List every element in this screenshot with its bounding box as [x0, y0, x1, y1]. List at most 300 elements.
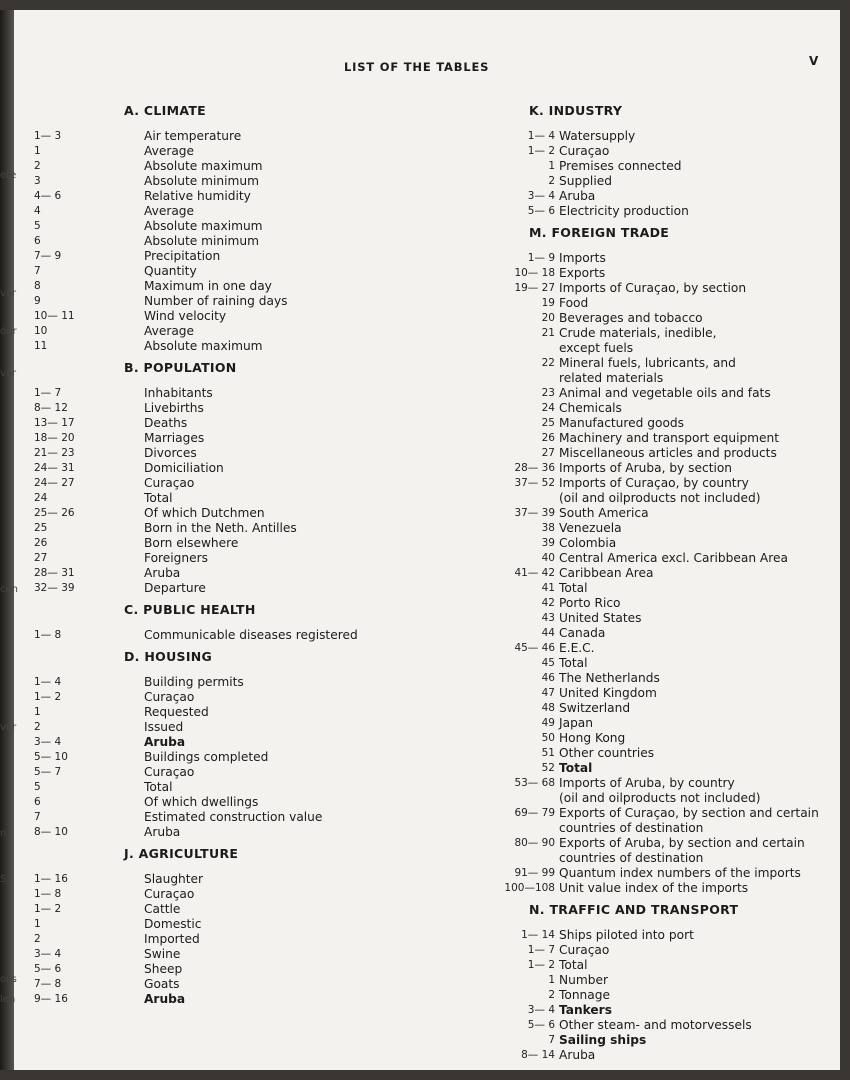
table-title: Other steam- and motorvessels [559, 1018, 752, 1032]
table-title: Maximum in one day [144, 279, 272, 293]
facing-page-fragment: der [0, 326, 17, 337]
table-list-row [459, 371, 839, 386]
section [459, 225, 839, 896]
table-list-row [459, 204, 839, 219]
table-title: Domestic [144, 917, 202, 931]
section-title: J. AGRICULTURE [124, 846, 239, 861]
table-list-row [34, 309, 334, 324]
section [34, 103, 334, 354]
table-title: Beverages and tobacco [559, 311, 703, 325]
table-number-range: 40 [541, 552, 555, 564]
table-list-row [459, 431, 839, 446]
table-number-range: 3— 4 [527, 1004, 555, 1016]
table-title: E.E.C. [559, 641, 595, 655]
table-title: Quantum index numbers of the imports [559, 866, 801, 880]
table-title: Curaçao [559, 144, 610, 158]
table-list-row [34, 461, 334, 476]
section-title: D. HOUSING [124, 649, 213, 664]
table-list-row [459, 416, 839, 431]
table-number-range: 37— 39 [514, 507, 555, 519]
table-title: Curaçao [144, 765, 195, 779]
table-number-range: 26 [34, 537, 48, 549]
table-list-row [34, 795, 334, 810]
table-list-row [34, 810, 334, 825]
table-list-row [34, 294, 334, 309]
section [34, 649, 334, 840]
section [34, 360, 334, 596]
table-number-range: 1— 14 [521, 929, 555, 941]
table-list-row [459, 656, 839, 671]
table-number-range: 5— 6 [527, 205, 555, 217]
table-number-range [459, 491, 559, 506]
table-title: Communicable diseases registered [144, 628, 358, 642]
section-title: N. TRAFFIC AND TRANSPORT [529, 902, 739, 917]
table-number-range: 5— 7 [34, 766, 62, 778]
table-number-range: 28— 31 [34, 567, 75, 579]
table-title: Departure [144, 581, 206, 595]
table-list-row [34, 917, 334, 932]
table-title: Imports of Aruba, by section [559, 461, 733, 475]
table-title: Miscellaneous articles and products [559, 446, 777, 460]
table-list-row [34, 249, 334, 264]
table-number-range: 10 [34, 325, 48, 337]
table-number-range: 5— 10 [34, 751, 68, 763]
table-title: Imports of Curaçao, by section [559, 281, 747, 295]
facing-page-fragment: ver [0, 722, 17, 733]
table-title: Of which Dutchmen [144, 506, 265, 520]
table-number-range: 1— 7 [34, 387, 62, 399]
book-binding [0, 10, 18, 1070]
table-list-row [34, 536, 334, 551]
table-number-range: 7 [34, 811, 41, 823]
table-list-row [34, 416, 334, 431]
table-number-range: 1— 4 [527, 130, 555, 142]
table-number-range: 80— 90 [514, 837, 555, 849]
section [459, 902, 839, 1063]
table-number-range: 4 [34, 205, 41, 217]
table-title: Curaçao [144, 476, 195, 490]
table-list-row [34, 174, 334, 189]
table-title: Total [144, 780, 173, 794]
table-number-range: 5 [34, 220, 41, 232]
table-list-row [34, 279, 334, 294]
table-number-range: 7 [34, 265, 41, 277]
table-list-row [34, 750, 334, 765]
table-number-range: 1 [548, 974, 555, 986]
table-title: Deaths [144, 416, 188, 430]
table-title: Relative humidity [144, 189, 251, 203]
table-title: Average [144, 144, 195, 158]
table-title: Quantity [144, 264, 197, 278]
table-title: Wind velocity [144, 309, 227, 323]
section-title: C. PUBLIC HEALTH [124, 602, 256, 617]
table-list-row [459, 776, 839, 791]
table-number-range: 26 [541, 432, 555, 444]
table-title: Total [559, 656, 588, 670]
table-title: Buildings completed [144, 750, 269, 764]
table-list-row [34, 962, 334, 977]
table-title: Absolute maximum [144, 339, 263, 353]
table-list-row [34, 189, 334, 204]
table-number-range: 19— 27 [514, 282, 555, 294]
table-number-range: 2 [34, 160, 41, 172]
table-number-range [459, 371, 559, 386]
section-title: B. POPULATION [124, 360, 237, 375]
table-list-row [459, 144, 839, 159]
table-list-row [459, 311, 839, 326]
facing-page-fragment: olis [0, 974, 17, 985]
table-title: Colombia [559, 536, 617, 550]
table-list-row [459, 566, 839, 581]
table-title: (oil and oilproducts not included) [559, 491, 761, 505]
table-list-row [459, 174, 839, 189]
table-number-range: 9— 16 [34, 993, 68, 1005]
table-number-range: 46 [541, 672, 555, 684]
table-list-row [459, 521, 839, 536]
table-list-row [459, 536, 839, 551]
table-number-range [459, 851, 559, 866]
table-title: Aruba [559, 189, 596, 203]
table-number-range: 10— 11 [34, 310, 75, 322]
table-number-range: 38 [541, 522, 555, 534]
table-list-row [459, 581, 839, 596]
table-number-range: 1— 2 [34, 691, 62, 703]
table-list-row [459, 341, 839, 356]
table-title: Goats [144, 977, 180, 991]
facing-page-fragment: var [0, 368, 17, 379]
section-title: A. CLIMATE [124, 103, 207, 118]
table-number-range [459, 341, 559, 356]
table-title: Curaçao [144, 690, 195, 704]
table-list-row [34, 401, 334, 416]
table-title: Average [144, 324, 195, 338]
table-title: Born in the Neth. Antilles [144, 521, 297, 535]
table-number-range: 27 [34, 552, 48, 564]
table-list-row [34, 887, 334, 902]
table-title: Porto Rico [559, 596, 621, 610]
table-number-range: 51 [541, 747, 555, 759]
table-list-row [459, 881, 839, 896]
table-list-row [34, 506, 334, 521]
document-page [14, 10, 840, 1070]
table-number-range: 7— 9 [34, 250, 62, 262]
table-list-row [459, 281, 839, 296]
table-title: Average [144, 204, 195, 218]
table-number-range: 1 [548, 160, 555, 172]
table-number-range: 91— 99 [514, 867, 555, 879]
table-number-range: 5— 6 [34, 963, 62, 975]
table-title: Slaughter [144, 872, 204, 886]
table-list-row [34, 521, 334, 536]
table-number-range: 1— 16 [34, 873, 68, 885]
table-list-row [34, 129, 334, 144]
table-list-row [34, 324, 334, 339]
section [459, 103, 839, 219]
table-title: Japan [559, 716, 593, 730]
table-number-range: 8— 10 [34, 826, 68, 838]
table-title: Watersupply [559, 129, 636, 143]
table-number-range: 10— 18 [514, 267, 555, 279]
table-list-row [459, 851, 839, 866]
table-title: Imports of Aruba, by country [559, 776, 735, 790]
table-title: Chemicals [559, 401, 622, 415]
table-title: Domiciliation [144, 461, 224, 475]
table-list-row [459, 731, 839, 746]
table-number-range: 4— 6 [34, 190, 62, 202]
table-list-row [459, 836, 839, 851]
table-number-range: 8— 14 [521, 1049, 555, 1061]
table-list-row [459, 626, 839, 641]
table-list-row [459, 988, 839, 1003]
table-number-range: 13— 17 [34, 417, 75, 429]
table-title: Imported [144, 932, 200, 946]
right-column [459, 103, 839, 1063]
table-number-range: 11 [34, 340, 48, 352]
table-list-row [459, 506, 839, 521]
table-title: Ships piloted into port [559, 928, 694, 942]
page-title: LIST OF THE TABLES [344, 60, 490, 74]
facing-page-fragment: con [0, 584, 18, 595]
table-number-range: 69— 79 [514, 807, 555, 819]
table-number-range: 3— 4 [34, 736, 62, 748]
table-title: Absolute maximum [144, 159, 263, 173]
table-title: Exports of Aruba, by section and certain [559, 836, 805, 850]
table-title: Absolute maximum [144, 219, 263, 233]
table-number-range: 49 [541, 717, 555, 729]
table-number-range: 21— 23 [34, 447, 75, 459]
table-title: Supplied [559, 174, 612, 188]
table-number-range: 24 [34, 492, 48, 504]
table-title: related materials [559, 371, 664, 385]
table-list-row [459, 791, 839, 806]
table-title: Switzerland [559, 701, 631, 715]
table-list-row [459, 973, 839, 988]
table-list-row [459, 806, 839, 821]
table-number-range [459, 791, 559, 806]
table-list-row [34, 264, 334, 279]
table-title: Precipitation [144, 249, 221, 263]
facing-page-fragment: ete [0, 170, 17, 181]
table-number-range: 27 [541, 447, 555, 459]
table-list-row [34, 765, 334, 780]
table-list-row [459, 551, 839, 566]
table-list-row [34, 491, 334, 506]
table-number-range: 1— 2 [34, 903, 62, 915]
table-list-row [459, 476, 839, 491]
table-number-range: 7 [548, 1034, 555, 1046]
table-number-range: 25 [34, 522, 48, 534]
table-list-row [459, 701, 839, 716]
table-title: South America [559, 506, 649, 520]
table-list-row [459, 671, 839, 686]
table-number-range: 19 [541, 297, 555, 309]
table-title: Central America excl. Caribbean Area [559, 551, 788, 565]
table-title: Premises connected [559, 159, 682, 173]
table-title: Issued [144, 720, 184, 734]
table-list-row [34, 581, 334, 596]
table-title: Crude materials, inedible, [559, 326, 717, 340]
table-list-row [459, 159, 839, 174]
section [34, 846, 334, 1007]
table-list-row [459, 491, 839, 506]
table-title: Divorces [144, 446, 197, 460]
table-title: Tonnage [559, 988, 610, 1002]
table-number-range [459, 821, 559, 836]
table-number-range: 2 [548, 989, 555, 1001]
table-number-range: 1— 7 [527, 944, 555, 956]
table-title: Cattle [144, 902, 181, 916]
table-list-row [459, 446, 839, 461]
table-title: countries of destination [559, 851, 704, 865]
table-list-row [459, 1033, 839, 1048]
table-number-range: 1— 8 [34, 629, 62, 641]
table-number-range: 3 [34, 175, 41, 187]
table-list-row [34, 204, 334, 219]
table-list-row [34, 628, 358, 643]
table-list-row [459, 1018, 839, 1033]
table-list-row [34, 675, 334, 690]
table-list-row [459, 1048, 839, 1063]
table-list-row [34, 825, 334, 840]
table-number-range: 25— 26 [34, 507, 75, 519]
table-list-row [459, 716, 839, 731]
table-list-row [34, 339, 334, 354]
table-list-row [459, 866, 839, 881]
table-title: countries of destination [559, 821, 704, 835]
table-number-range: 48 [541, 702, 555, 714]
table-list-row [34, 932, 334, 947]
section [34, 602, 358, 643]
table-title: Swine [144, 947, 181, 961]
table-title: Total [559, 581, 588, 595]
table-list-row [459, 189, 839, 204]
table-title: Marriages [144, 431, 205, 445]
table-title: Imports of Curaçao, by country [559, 476, 749, 490]
table-number-range: 1 [34, 145, 41, 157]
table-number-range: 39 [541, 537, 555, 549]
left-column [34, 103, 358, 1007]
table-list-row [34, 234, 334, 249]
table-title: Absolute minimum [144, 174, 259, 188]
table-title: Venezuela [559, 521, 622, 535]
table-number-range: 8— 12 [34, 402, 68, 414]
table-number-range: 1— 4 [34, 676, 62, 688]
table-list-row [34, 780, 334, 795]
table-number-range: 1 [34, 706, 41, 718]
table-title: Sailing ships [559, 1033, 647, 1047]
table-list-row [459, 326, 839, 341]
table-number-range: 1— 2 [527, 145, 555, 157]
table-number-range: 2 [548, 175, 555, 187]
table-title: (oil and oilproducts not included) [559, 791, 761, 805]
table-title: Sheep [144, 962, 183, 976]
table-number-range: 45 [541, 657, 555, 669]
table-title: Of which dwellings [144, 795, 259, 809]
table-list-row [34, 566, 334, 581]
table-title: Building permits [144, 675, 244, 689]
facing-page-fragment: len [0, 994, 16, 1005]
table-title: Electricity production [559, 204, 689, 218]
table-number-range: 42 [541, 597, 555, 609]
table-number-range: 21 [541, 327, 555, 339]
table-list-row [459, 943, 839, 958]
facing-page-fragment: n [0, 828, 7, 839]
table-title: Inhabitants [144, 386, 213, 400]
table-number-range: 1 [34, 918, 41, 930]
table-list-row [459, 596, 839, 611]
table-number-range: 8 [34, 280, 41, 292]
table-number-range: 37— 52 [514, 477, 555, 489]
table-number-range: 6 [34, 796, 41, 808]
table-title: Animal and vegetable oils and fats [559, 386, 771, 400]
table-title: Foreigners [144, 551, 208, 565]
table-number-range: 47 [541, 687, 555, 699]
table-number-range: 1— 9 [527, 252, 555, 264]
table-title: Aruba [144, 735, 186, 749]
table-list-row [459, 686, 839, 701]
table-number-range: 1— 2 [527, 959, 555, 971]
facing-page-fragment: S [0, 874, 7, 885]
table-list-row [459, 461, 839, 476]
table-title: Exports [559, 266, 606, 280]
table-title: Livebirths [144, 401, 204, 415]
table-title: Air temperature [144, 129, 242, 143]
table-list-row [34, 977, 334, 992]
table-list-row [34, 947, 334, 962]
table-list-row [459, 356, 839, 371]
table-list-row [459, 386, 839, 401]
table-list-row [34, 219, 334, 234]
table-title: United Kingdom [559, 686, 657, 700]
table-title: Canada [559, 626, 606, 640]
table-number-range: 18— 20 [34, 432, 75, 444]
table-number-range: 9 [34, 295, 41, 307]
table-list-row [459, 641, 839, 656]
table-list-row [34, 159, 334, 174]
table-list-row [34, 735, 334, 750]
table-list-row [34, 551, 334, 566]
table-list-row [459, 746, 839, 761]
table-list-row [459, 251, 839, 266]
table-title: Aruba [144, 992, 186, 1006]
table-number-range: 41— 42 [514, 567, 555, 579]
table-list-row [34, 992, 334, 1007]
table-number-range: 6 [34, 235, 41, 247]
table-number-range: 3— 4 [34, 948, 62, 960]
facing-page-fragment: var [0, 288, 17, 299]
table-number-range: 28— 36 [514, 462, 555, 474]
table-list-row [34, 690, 334, 705]
table-title: Number of raining days [144, 294, 288, 308]
table-list-row [459, 761, 839, 776]
table-title: Other countries [559, 746, 655, 760]
table-number-range: 52 [541, 762, 555, 774]
table-list-row [459, 1003, 839, 1018]
table-list-row [34, 431, 334, 446]
table-title: Number [559, 973, 608, 987]
table-title: Total [144, 491, 173, 505]
page-number: V [809, 54, 819, 68]
table-title: Aruba [559, 1048, 596, 1062]
table-number-range: 3— 4 [527, 190, 555, 202]
table-list-row [459, 401, 839, 416]
table-title: Estimated construction value [144, 810, 323, 824]
table-title: The Netherlands [559, 671, 660, 685]
table-number-range: 1— 8 [34, 888, 62, 900]
table-number-range: 50 [541, 732, 555, 744]
table-title: Caribbean Area [559, 566, 654, 580]
table-number-range: 32— 39 [34, 582, 75, 594]
